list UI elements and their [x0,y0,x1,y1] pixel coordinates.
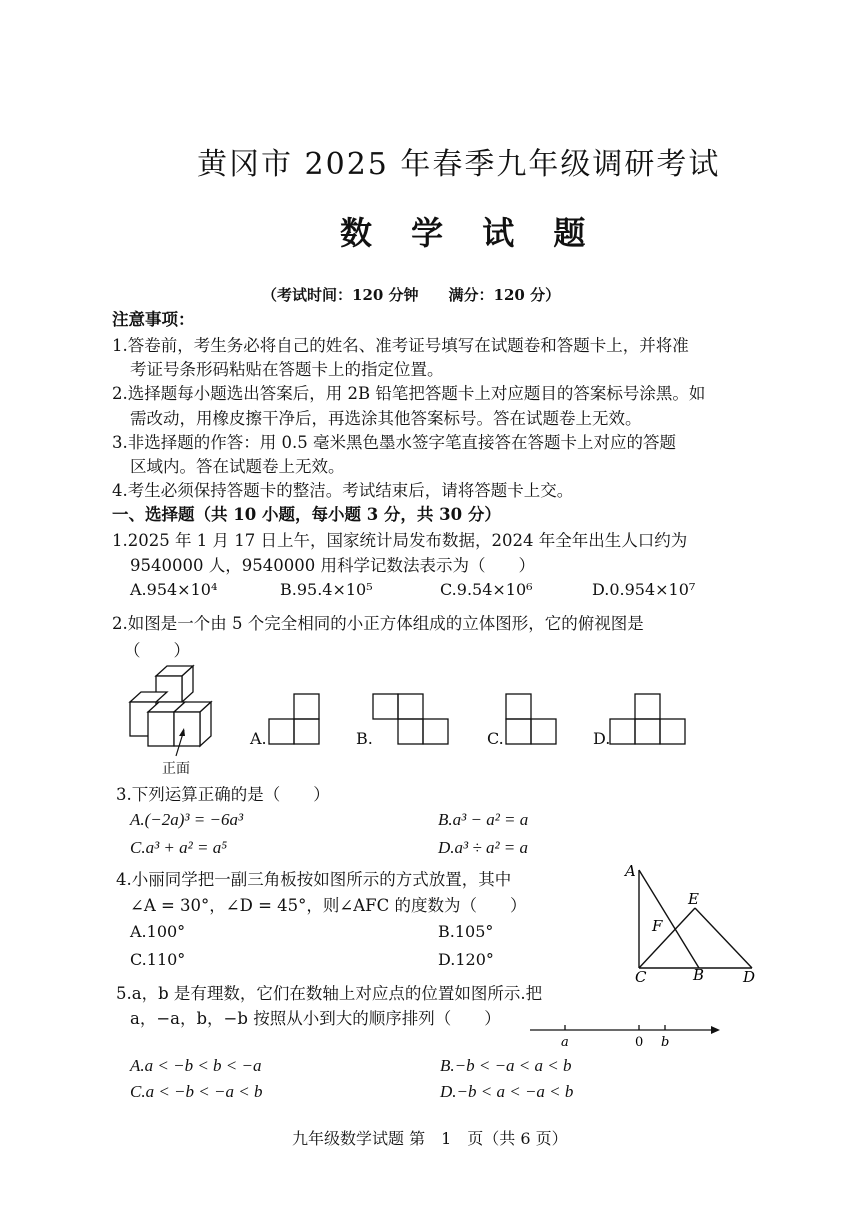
q5-option-a: A.a < −b < b < −a [130,1056,262,1075]
notice-line: 3.非选择题的作答：用 0.5 毫米黑色墨水签字笔直接答在答题卡上对应的答题 [112,433,676,452]
section-heading: 一、选择题（共 10 小题，每小题 3 分，共 30 分） [112,505,501,524]
point-d-label: D [743,968,756,986]
q2-option-d-figure [609,693,689,747]
q2-option-b-figure [372,693,452,747]
q5-option-c: C.a < −b < −a < b [130,1082,263,1101]
q3-option-b: B.a³ − a² = a [438,810,529,829]
q1-option-c: C.9.54×10⁶ [440,580,533,599]
q1-option-a: A.954×10⁴ [130,580,218,599]
axis-zero-label: 0 [635,1035,644,1050]
axis-a-label: a [561,1035,569,1050]
q4-stem: ∠A = 30°，∠D = 45°，则∠AFC 的度数为（ ） [130,896,527,915]
q1-option-b: B.95.4×10⁵ [280,580,373,599]
q4-option-b: B.105° [438,922,494,941]
q5-number-line [525,1018,725,1052]
subject-title: 数 学 试 题 [340,214,600,252]
point-f-label: F [652,917,663,935]
q2-option-c: C. [487,729,504,748]
front-label: 正面 [162,761,190,777]
notice-line: 1.答卷前，考生务必将自己的姓名、准考证号填写在试题卷和答题卡上，并将准 [112,336,689,355]
page-footer: 九年级数学试题 第 1 页（共 6 页） [292,1129,568,1148]
q3-option-d: D.a³ ÷ a² = a [438,838,529,857]
point-a-label: A [625,862,636,880]
q5-stem: a，−a，b，−b 按照从小到大的顺序排列（ ） [130,1009,501,1028]
q5-option-d: D.−b < a < −a < b [440,1082,574,1101]
q5-stem: 5.a，b 是有理数，它们在数轴上对应点的位置如图所示.把 [116,984,543,1003]
notice-line: 4.考生必须保持答题卡的整洁。考试结束后，请将答题卡上交。 [112,481,574,500]
point-c-label: C [635,968,647,986]
q2-stem: （ ） [124,641,190,660]
exam-meta: （考试时间：120 分钟 满分：120 分） [262,286,561,304]
q4-stem: 4.小丽同学把一副三角板按如图所示的方式放置，其中 [116,870,512,889]
q4-option-a: A.100° [130,922,186,941]
notice-line: 2.选择题每小题选出答案后，用 2B 铅笔把答题卡上对应题目的答案标号涂黑。如 [112,384,706,403]
q4-option-c: C.110° [130,950,186,969]
notice-line: 需改动，用橡皮擦干净后，再选涂其他答案标号。答在试题卷上无效。 [130,409,642,428]
q2-option-d: D. [593,729,611,748]
q2-stem: 2.如图是一个由 5 个完全相同的小正方体组成的立体图形，它的俯视图是 [112,614,644,633]
point-b-label: B [693,966,705,984]
notice-line: 考证号条形码粘贴在答题卡上的指定位置。 [130,360,444,379]
q4-triangle-figure [615,858,765,986]
q1-stem: 9540000 人，9540000 用科学记数法表示为（ ） [130,556,535,575]
q3-option-c: C.a³ + a² = a⁵ [130,838,228,857]
q3-stem: 3.下列运算正确的是（ ） [116,785,330,804]
q5-option-b: B.−b < −a < a < b [440,1056,572,1075]
q2-option-a: A. [250,729,267,748]
q1-stem: 1.2025 年 1 月 17 日上午，国家统计局发布数据，2024 年全年出生人口约为 [112,531,688,550]
point-e-label: E [688,890,699,908]
q2-option-b: B. [356,729,373,748]
notice-line: 区域内。答在试题卷上无效。 [130,457,345,476]
q3-option-a: A.(−2a)³ = −6a³ [130,810,244,829]
axis-b-label: b [661,1035,670,1050]
q2-option-a-figure [268,693,322,747]
q2-option-c-figure [505,693,559,747]
q4-option-d: D.120° [438,950,494,969]
exam-title: 黄冈市 2025 年春季九年级调研考试 [197,147,721,182]
notice-heading: 注意事项： [112,310,195,329]
q1-option-d: D.0.954×10⁷ [592,580,696,599]
